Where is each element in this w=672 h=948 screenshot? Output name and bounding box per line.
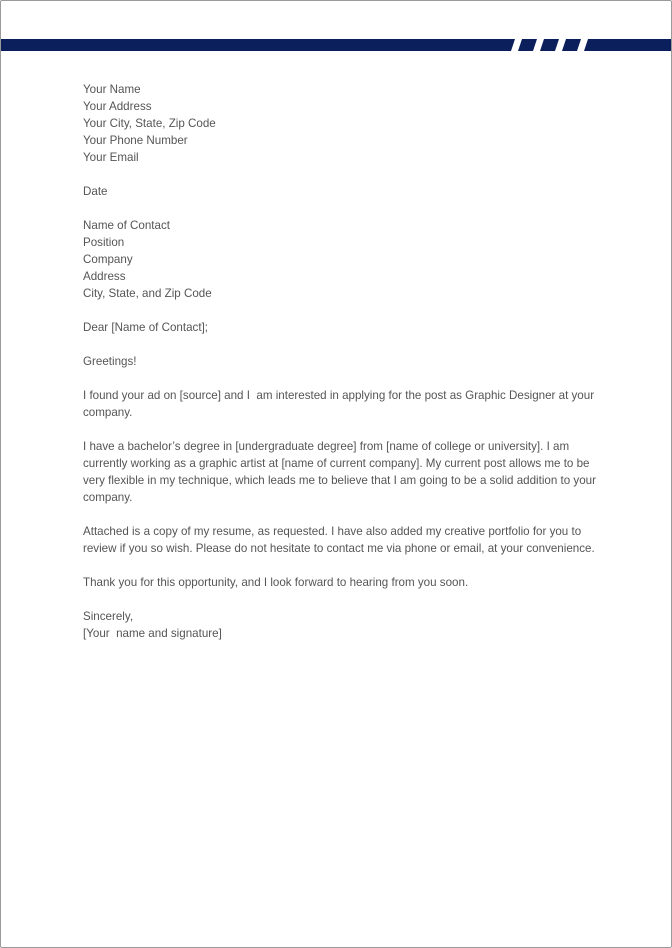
paragraph-3 <box>83 523 603 557</box>
header-stripe-dash-3 <box>562 39 581 51</box>
recipient-block <box>83 217 603 302</box>
date-block <box>83 183 603 200</box>
recipient-name: Name of Contact <box>83 219 170 232</box>
paragraph-2 <box>83 438 603 506</box>
recipient-city-state-zip: City, State, and Zip Code <box>83 287 212 300</box>
paragraph-line: company. <box>83 406 133 419</box>
recipient-position: Position <box>83 236 125 249</box>
header-stripe-band <box>1 39 671 51</box>
signature-placeholder: [Your name and signature] <box>83 627 222 640</box>
paragraph-4 <box>83 574 603 591</box>
greeting-block <box>83 353 603 370</box>
salutation: Dear [Name of Contact]; <box>83 321 209 334</box>
paragraph-line: I have a bachelor’s degree in [undergraduate degree] from [name of college or university]. I am <box>83 440 570 453</box>
sender-email: Your Email <box>83 151 139 164</box>
recipient-company: Company <box>83 253 133 266</box>
header-stripe-main <box>1 39 515 51</box>
letter-date: Date <box>83 185 108 198</box>
paragraph-line: I found your ad on [source] and I am interested in applying for the post as Graphic Designer at your <box>83 389 595 402</box>
valediction: Sincerely, <box>83 610 134 623</box>
header-stripe-dash-2 <box>540 39 559 51</box>
paragraph-line: company. <box>83 491 133 504</box>
salutation-block <box>83 319 603 336</box>
letter-body <box>83 81 603 659</box>
paragraph-line: very flexible in my technique, which leads me to believe that I am going to be a solid addition to your <box>83 474 596 487</box>
paragraph-line: Attached is a copy of my resume, as requested. I have also added my creative portfolio for you to <box>83 525 582 538</box>
greeting: Greetings! <box>83 355 137 368</box>
paragraph-line: currently working as a graphic artist at [name of current company]. My current post allows me to be <box>83 457 590 470</box>
header-stripe-tail <box>584 39 671 51</box>
paragraph-1 <box>83 387 603 421</box>
sender-address: Your Address <box>83 100 152 113</box>
header-stripe <box>1 39 671 51</box>
sender-city-state-zip: Your City, State, Zip Code <box>83 117 216 130</box>
paragraph-line: Thank you for this opportunity, and I look forward to hearing from you soon. <box>83 576 469 589</box>
sender-name: Your Name <box>83 83 141 96</box>
closing-block <box>83 608 603 642</box>
header-stripe-dash-1 <box>518 39 537 51</box>
sender-phone: Your Phone Number <box>83 134 188 147</box>
paragraph-line: review if you so wish. Please do not hesitate to contact me via phone or email, at your convenience. <box>83 542 595 555</box>
sender-block <box>83 81 603 166</box>
recipient-address: Address <box>83 270 126 283</box>
